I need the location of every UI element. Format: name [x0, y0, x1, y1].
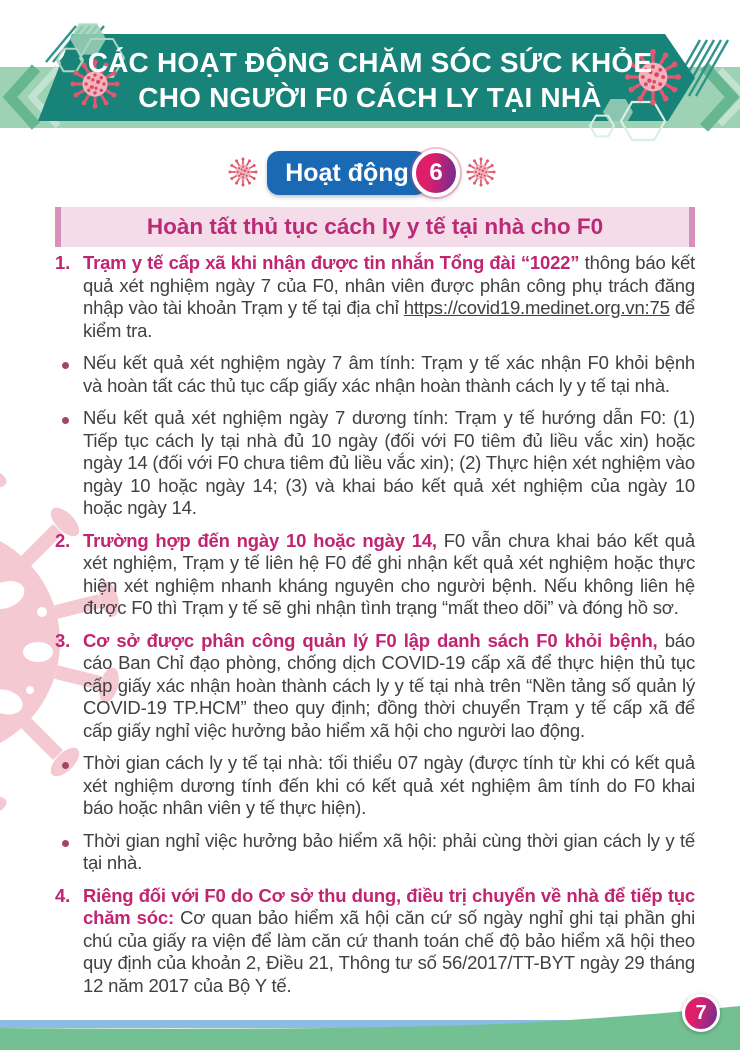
- item-lead: Riêng đối với F0 do Cơ sở thu dung, điều trị chuyển về nhà để tiếp tục chăm sóc:: [83, 884, 695, 928]
- list-item: [55, 252, 695, 342]
- item-body: Nếu kết quả xét nghiệm ngày 7 âm tính: Trạm y tế xác nhận F0 khỏi bệnh và hoàn tất các thủ tục cấp giấy xác nhận hoàn thành cách ly y tế tại nhà.: [83, 352, 695, 396]
- item-text: [83, 630, 695, 743]
- activity-number-badge: [412, 149, 460, 197]
- item-body: Thời gian nghỉ việc hưởng bảo hiểm xã hội: phải cùng thời gian cách ly y tế tại nhà.: [83, 829, 695, 873]
- item-tail: để kiểm tra.: [83, 297, 695, 341]
- list-item: [55, 830, 695, 875]
- page-number: 7: [695, 1002, 707, 1024]
- item-number: 2.: [55, 529, 71, 551]
- item-body: thông báo kết quả xét nghiệm ngày 7 của F0, nhân viên được phân công phụ trách đăng nhập vào tài khoản Trạm y tế tại địa chỉ: [83, 252, 695, 318]
- bullet-dot: [62, 362, 69, 369]
- virus-icon: [466, 157, 495, 186]
- page-number-badge: [682, 994, 720, 1032]
- item-text: [83, 252, 695, 342]
- item-body: F0 vẫn chưa khai báo kết quả xét nghiệm, Trạm y tế liên hệ F0 để ghi nhận kết quả xét nghiệm hoặc thực hiện xét nghiệm nhanh kháng nguyên cho người bệnh. Nếu không liên hệ được F0 thì Trạm y tế sẽ ghi nhận tình trạng “mất theo dõi” và đóng hồ sơ.: [83, 529, 695, 618]
- virus-icon: [228, 157, 257, 186]
- page-title-line2: CHO NGƯỜI F0 CÁCH LY TẠI NHÀ: [138, 82, 602, 113]
- item-text: [83, 752, 695, 820]
- item-text: [83, 530, 695, 620]
- item-lead: Trạm y tế cấp xã khi nhận được tin nhắn Tổng đài “1022”: [83, 252, 580, 273]
- item-text: [83, 830, 695, 875]
- item-number: 3.: [55, 629, 71, 651]
- item-lead: Trường hợp đến ngày 10 hoặc ngày 14,: [83, 529, 437, 551]
- content-area: [55, 252, 695, 1007]
- item-body: Thời gian cách ly y tế tại nhà: tối thiểu 07 ngày (được tính từ khi có kết quả xét nghiệm dương tính đến khi có kết quả xét nghiệm âm tính do F0 khai báo hoặc nhân viên y tế thực hiện).: [83, 752, 695, 818]
- item-lead: Cơ sở được phân công quản lý F0 lập danh sách F0 khỏi bệnh,: [83, 629, 658, 651]
- activity-number: 6: [429, 159, 443, 186]
- bullet-dot: [62, 417, 69, 424]
- item-body: Nếu kết quả xét nghiệm ngày 7 dương tính: Trạm y tế hướng dẫn F0: (1) Tiếp tục cách ly tại nhà đủ 10 ngày (đối với F0 tiêm đủ liều vắc xin) hoặc ngày 14 (đối với F0 chưa tiêm đủ liều vắc xin); (2) Thực hiện xét nghiệm vào ngày 10 hoặc ngày 14; (3) và khai báo kết quả xét nghiệm của ngày 10 hoặc ngày 14.: [83, 407, 695, 518]
- item-text: [83, 352, 695, 397]
- medinet-link[interactable]: https://covid19.medinet.org.vn:75: [403, 297, 670, 318]
- list-item: [55, 530, 695, 620]
- item-body: báo cáo Ban Chỉ đạo phòng, chống dịch COVID-19 cấp xã để thực hiện thủ tục cấp giấy xác nhận hoàn thành cách ly y tế tại nhà trên “Nền tảng số quản lý COVID-19 TP.HCM” theo quy định; đồng thời chuyển Trạm y tế cấp xã để cấp giấy nghỉ việc hưởng bảo hiểm xã hội cho người lao động.: [83, 629, 695, 741]
- page-title-line1: CÁC HOẠT ĐỘNG CHĂM SÓC SỨC KHỎE: [87, 47, 653, 78]
- item-number: 4.: [55, 884, 71, 906]
- list-item: [55, 630, 695, 743]
- item-body: Cơ quan bảo hiểm xã hội căn cứ số ngày nghỉ ghi tại phần ghi chú của giấy ra viện để làm căn cứ thanh toán chế độ bảo hiểm xã hội theo quy định của khoản 2, Điều 21, Thông tư số 56/2017/TT-BYT ngày 29 tháng 12 năm 2017 của Bộ Y tế.: [83, 907, 695, 996]
- bullet-dot: [62, 840, 69, 847]
- item-text: [83, 885, 695, 998]
- activity-badge: [267, 151, 427, 195]
- section-title-bar: [55, 207, 695, 247]
- page-title: [60, 45, 680, 115]
- list-item: [55, 352, 695, 397]
- list-item: [55, 407, 695, 520]
- bullet-dot: [62, 762, 69, 769]
- list-item: [55, 885, 695, 998]
- section-title: Hoàn tất thủ tục cách ly y tế tại nhà cho F0: [146, 214, 604, 239]
- item-number: 1.: [55, 252, 71, 273]
- item-text: [83, 407, 695, 520]
- list-item: [55, 752, 695, 820]
- activity-badge-label: Hoạt động: [285, 159, 409, 187]
